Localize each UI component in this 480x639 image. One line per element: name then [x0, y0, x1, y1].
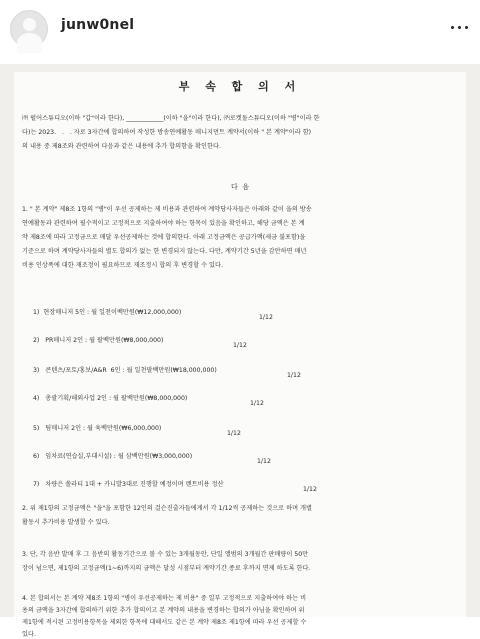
document-title: 부 속 합 의 서 [178, 80, 302, 93]
para1-line: 기준으로 하며 계약당사자들의 별도 합의가 없는 한 변경되지 않는다. 다만, 계약기간 5년을 감안하면 매년 [22, 248, 307, 255]
para3-line: 3. 단, 각 음반 발매 후 그 음반의 활동기간으로 볼 수 있는 3개월동안, 단일 앨범의 3개월간 판매량이 50만 [22, 551, 309, 558]
intro-line: ㈜ 펄어스튜디오(이하 "갑"이라 한다), ____________(이하 "을"이라 한다), ㈜로켓돌스튜디오(이하 "병"이라 한 [22, 115, 320, 122]
intro-line: 다)는 2023. . . 자로 3자간에 합의하여 작성한 방송연예활동 매니지먼트 계약서(이하 " 본 계약"이라 함) [22, 129, 312, 136]
post-header [0, 0, 480, 64]
para1-line: 연예활동과 관련하여 필수적이고 고정적으로 지출하여야 하는 항목이 있음을 확인하고, 해당 금액은 본 계 [22, 220, 305, 227]
cost-item-ratio: 1/12 [227, 430, 241, 437]
para4-line: 용의 금액을 3자간에 합의하기 위한 추가 합의이고 본 계약의 내용을 변경하는 합의가 아님을 확인하며 위 [22, 607, 305, 614]
cost-item-ratio: 1/12 [303, 486, 317, 493]
avatar-body-shape [17, 33, 42, 53]
para1-line: 약 제8조에 따라 고정금으로 매달 우선공제하는 것에 합의한다. 아래 고정금액은 공급가액(세금 불포함)을 [22, 234, 306, 241]
dot [465, 26, 468, 29]
cost-item-ratio: 1/12 [257, 458, 271, 465]
cost-item [14, 328, 466, 356]
cost-item-ratio: 1/12 [233, 342, 247, 349]
cost-item [14, 444, 466, 472]
cost-item [14, 416, 466, 444]
cost-item-ratio: 1/12 [287, 372, 301, 379]
more-dots-icon[interactable] [448, 18, 472, 38]
avatar-head-shape [23, 18, 36, 31]
dot [451, 26, 454, 29]
para1-line: 비용 인상폭에 대한 재조정이 필요하므로 재조정시 합의 후 변경할 수 있다. [22, 262, 223, 269]
para1-line: 1. " 본 계약" 제8조 1항의 "병"이 우선 공제하는 제 비용과 관련하여 계약당사자들은 아래와 같이 을의 방송 [22, 206, 312, 213]
para3-line: 장이 넘으면, 제1항의 고정금액(1~6)까지의 금액은 달성 시점부터 계약기간 종료 후까지 면제 하도록 한다. [22, 565, 311, 572]
profile-avatar[interactable] [10, 10, 48, 48]
cost-item-label: 3) 콘텐츠/포토/홍보/A&R 6인 : 월 일천팔백만원(₩18,000,000) [33, 367, 217, 374]
para4-line: 제1항에 적시된 고정비용항목을 제외한 항목에 대해서도 같은 본 계약 제8조 제1항에 따라 우선 공제할 수 [22, 619, 307, 626]
cost-item [14, 386, 466, 414]
post-image[interactable] [0, 64, 480, 638]
cost-item-label: 2) PR매니저 2인 : 월 팔백만원(₩8,000,000) [33, 337, 164, 344]
dot [458, 26, 461, 29]
cost-item-label: 7) 차량은 쏠라티 1대 + 카니발3대로 진행할 예정이며 렌트비용 정산 [33, 481, 224, 488]
cost-item-label: 4) 총괄기획/해외사업 2인 : 월 팔백만원(₩8,000,000) [33, 395, 188, 402]
cost-item [14, 358, 466, 386]
intro-line: 의 내용 중 제8조와 관련하여 다음과 같은 내용에 추가 합의함을 확인한다. [22, 143, 221, 150]
cost-item-label: 1) 현장매니저 5인 : 월 일천이백만원(₩12,000,000) [33, 309, 182, 316]
cost-item-ratio: 1/12 [259, 314, 273, 321]
para2-line: 활동시 추가비용 발생할 수 있다. [22, 519, 110, 526]
para4-line: 4. 본 합의서는 본 계약 제8조 1항의 "병이 우선공제하는 제 비용" 중 일부 고정적으로 지출하여야 하는 비 [22, 595, 307, 602]
cost-item-ratio: 1/12 [250, 400, 264, 407]
section-heading: 다 음 [231, 183, 249, 191]
cost-item [14, 472, 466, 500]
cost-item-label: 5) 팀매니저 2인 : 월 육백만원(₩6,000,000) [33, 425, 162, 432]
cost-item-label: 6) 임차료(연습실,부대시설) : 월 삼백만원(₩3,000,000) [33, 453, 193, 460]
cost-item [14, 300, 466, 328]
document-page [14, 72, 466, 638]
para4-line: 있다. [22, 631, 36, 638]
username[interactable]: junw0nel [61, 17, 135, 33]
para2-line: 2. 위 제1항의 고정금액은 "을"을 포함한 12인의 걸슨진출자들에게서 각 1/12씩 공제하는 것으로 하며 개별 [22, 505, 312, 512]
